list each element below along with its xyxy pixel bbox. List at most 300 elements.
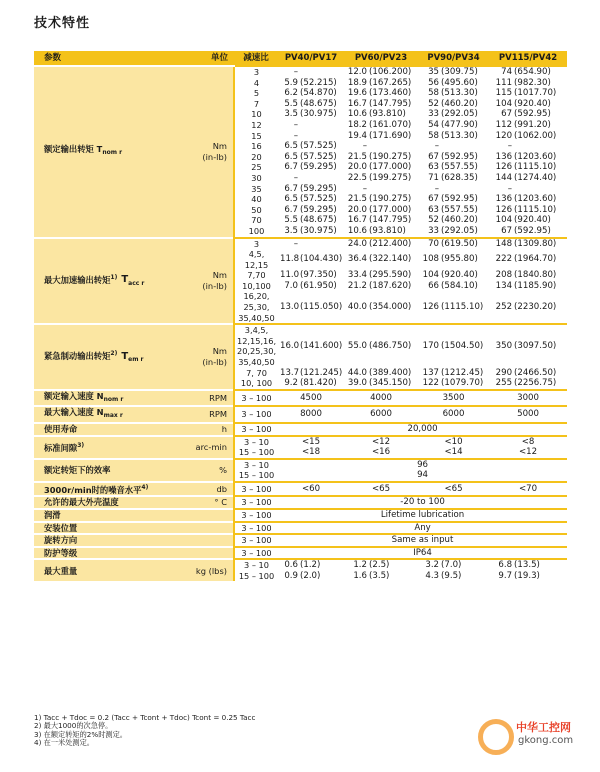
value-cell: 58 bbox=[428, 130, 440, 141]
ratio-cell: 3 bbox=[234, 238, 278, 250]
value-cell: 70 bbox=[418, 238, 440, 250]
value-imperial: (1079.70) bbox=[441, 378, 484, 389]
header-ratio: 减速比 bbox=[234, 51, 278, 66]
value-cell: 137 bbox=[422, 367, 440, 378]
value-imperial: (477.90) bbox=[441, 119, 478, 130]
unit-text: arc-min bbox=[195, 441, 227, 452]
value-imperial: (592.95) bbox=[514, 225, 551, 236]
ratio-cell: 4,5, 12,15 bbox=[234, 249, 278, 270]
param-label bbox=[34, 459, 154, 482]
ratio-cell: 7,70 bbox=[234, 270, 278, 281]
value-cell: 6.7 bbox=[284, 183, 298, 194]
param-unit bbox=[154, 496, 234, 509]
value-imperial bbox=[513, 184, 567, 195]
value-imperial: (57.525) bbox=[300, 141, 337, 152]
table-row bbox=[34, 496, 567, 509]
value-cell: 18.9 bbox=[347, 77, 368, 88]
value-cell: 19.6 bbox=[347, 88, 368, 99]
value-cell: 1.2 bbox=[344, 559, 368, 571]
value-imperial bbox=[299, 120, 344, 131]
param-unit bbox=[154, 238, 234, 325]
param-unit bbox=[154, 436, 234, 459]
ratio-cell: 35 bbox=[234, 184, 278, 195]
value-imperial: (19.3) bbox=[514, 570, 540, 581]
ratio-cell: 10, 100 bbox=[234, 378, 278, 390]
value-imperial bbox=[299, 173, 344, 184]
value-imperial: (3.5) bbox=[369, 570, 390, 581]
value-cell: 6.5 bbox=[284, 151, 298, 162]
value-imperial: (460.20) bbox=[441, 98, 478, 109]
value-cell: 24.0 bbox=[344, 238, 368, 250]
spec-table bbox=[34, 51, 567, 581]
value-imperial: (187.620) bbox=[369, 280, 412, 291]
value-imperial: (2256.75) bbox=[514, 378, 557, 389]
value-cell: 3.2 bbox=[418, 559, 440, 571]
value-cell: 18.2 bbox=[347, 119, 368, 130]
value-cell: 6.5 bbox=[284, 141, 298, 152]
ratio-cell: 3 – 10 bbox=[234, 559, 278, 571]
param-label bbox=[34, 238, 154, 325]
value-cell: – bbox=[278, 66, 299, 78]
value-imperial: (9.5) bbox=[441, 570, 462, 581]
value-cell: 3000 bbox=[489, 390, 567, 407]
value-cell: Same as input bbox=[278, 534, 567, 547]
ratio-cell: 15 – 100 bbox=[234, 447, 278, 459]
value-cell: IP64 bbox=[278, 547, 567, 560]
table-row bbox=[34, 238, 567, 250]
value-imperial: (199.275) bbox=[369, 172, 412, 183]
value-imperial: (57.525) bbox=[300, 151, 337, 162]
ratio-cell: 3 – 100 bbox=[234, 509, 278, 522]
value-imperial: (1115.10) bbox=[441, 302, 484, 313]
value-cell: 5000 bbox=[489, 406, 567, 423]
value-cell: 94 bbox=[417, 470, 428, 481]
value-imperial: (115.050) bbox=[300, 302, 343, 313]
value-imperial: (190.275) bbox=[369, 151, 412, 162]
value-imperial: (486.750) bbox=[368, 324, 418, 367]
ratio-cell: 3 – 100 bbox=[234, 406, 278, 423]
value-imperial: (30.975) bbox=[300, 225, 337, 236]
ratio-cell: 3,4,5, 12,15,16, 20,25,30, 35,40,50 bbox=[234, 324, 278, 367]
value-imperial: (309.75) bbox=[440, 66, 489, 78]
param-text: 最大输入速度 N bbox=[44, 407, 104, 418]
value-cell: 3.5 bbox=[284, 109, 298, 120]
value-imperial: (1.2) bbox=[299, 559, 344, 571]
value-cell: <12 bbox=[344, 436, 418, 448]
table-row bbox=[34, 522, 567, 535]
value-imperial: (177.000) bbox=[369, 204, 412, 215]
value-cell: 144 bbox=[495, 172, 513, 183]
unit-text: Nm bbox=[212, 270, 227, 281]
ratio-cell: 3 – 100 bbox=[234, 534, 278, 547]
value-cell: 126 bbox=[495, 162, 513, 173]
value-cell: – bbox=[362, 183, 368, 194]
watermark-title: 中华工控网 bbox=[516, 721, 571, 734]
value-cell: 252 bbox=[495, 302, 513, 313]
ratio-cell: 5 bbox=[234, 88, 278, 99]
value-cell: 40.0 bbox=[347, 302, 368, 313]
param-text: 额定输入速度 N bbox=[44, 390, 104, 401]
value-cell: 21.2 bbox=[347, 280, 368, 291]
param-text: 使用寿命 bbox=[44, 424, 78, 434]
unit-text: Nm bbox=[212, 141, 227, 152]
param-unit bbox=[154, 482, 234, 496]
value-cell: 120 bbox=[495, 130, 513, 141]
value-cell: 67 bbox=[428, 194, 440, 205]
value-cell: 20,000 bbox=[278, 423, 567, 436]
value-cell: 9.2 bbox=[284, 378, 298, 389]
value-imperial: (7.0) bbox=[440, 559, 489, 571]
value-cell: <10 bbox=[418, 436, 489, 448]
value-cell: 52 bbox=[428, 215, 440, 226]
value-cell: 12.0 bbox=[344, 66, 368, 78]
param-label bbox=[34, 559, 154, 581]
value-cell: <14 bbox=[444, 447, 463, 458]
value-imperial: (592.95) bbox=[441, 151, 478, 162]
value-cell: – bbox=[293, 130, 298, 141]
value-cell: 6.5 bbox=[284, 194, 298, 205]
value-cell: 115 bbox=[495, 88, 513, 99]
ratio-cell: 15 – 100 bbox=[234, 571, 278, 582]
value-cell: 126 bbox=[495, 204, 513, 215]
value-cell: 104 bbox=[495, 98, 513, 109]
table-row bbox=[34, 66, 567, 78]
unit-text: kg (lbs) bbox=[195, 565, 227, 576]
symbol-subscript: nom r bbox=[102, 149, 123, 157]
value-cell: 6.2 bbox=[284, 88, 298, 99]
value-cell: 5.5 bbox=[284, 215, 298, 226]
value-cell: 36.4 bbox=[347, 254, 368, 265]
ratio-cell: 3 – 100 bbox=[234, 522, 278, 535]
value-imperial: (955.80) bbox=[441, 254, 478, 265]
value-imperial: (292.05) bbox=[441, 225, 478, 236]
symbol-subscript: em r bbox=[128, 355, 144, 363]
value-imperial: (121.245) bbox=[300, 367, 343, 378]
table-row bbox=[34, 390, 567, 407]
value-cell: 112 bbox=[495, 119, 513, 130]
value-cell: 6000 bbox=[344, 406, 418, 423]
param-label bbox=[34, 496, 154, 509]
value-cell: – bbox=[434, 141, 440, 152]
param-text: 最大重量 bbox=[44, 565, 78, 576]
param-label bbox=[34, 534, 154, 547]
value-imperial: (52.215) bbox=[300, 77, 337, 88]
value-cell: 16.7 bbox=[347, 215, 368, 226]
value-imperial bbox=[299, 238, 344, 250]
value-cell: 44.0 bbox=[347, 367, 368, 378]
value-cell: 52 bbox=[428, 98, 440, 109]
value-cell: 39.0 bbox=[347, 378, 368, 389]
param-text: 润滑 bbox=[44, 509, 61, 520]
value-imperial: (2466.50) bbox=[514, 367, 557, 378]
symbol-subscript: acc r bbox=[128, 279, 145, 287]
param-label bbox=[34, 436, 154, 459]
value-cell: 255 bbox=[495, 378, 513, 389]
value-cell: 67 bbox=[501, 225, 513, 236]
value-imperial: (1203.60) bbox=[514, 151, 557, 162]
value-cell: 111 bbox=[495, 77, 513, 88]
value-cell: 21.5 bbox=[347, 194, 368, 205]
value-cell: – bbox=[293, 172, 298, 183]
value-cell: <8 bbox=[489, 436, 567, 448]
value-imperial bbox=[368, 141, 418, 152]
value-cell: 56 bbox=[428, 77, 440, 88]
unit-text: ° C bbox=[214, 497, 227, 508]
value-imperial: (30.975) bbox=[300, 109, 337, 120]
value-imperial: (592.95) bbox=[514, 109, 551, 120]
ratio-cell: 20 bbox=[234, 152, 278, 163]
value-imperial: (3097.50) bbox=[513, 324, 567, 367]
value-imperial: (1274.40) bbox=[514, 172, 557, 183]
value-imperial: (177.000) bbox=[369, 162, 412, 173]
value-imperial: (1203.60) bbox=[514, 194, 557, 205]
value-cell: Lifetime lubrication bbox=[278, 509, 567, 522]
value-cell: 6.7 bbox=[284, 204, 298, 215]
value-cell: 22.5 bbox=[347, 172, 368, 183]
unit-text: % bbox=[219, 465, 227, 476]
value-cell: 7.0 bbox=[284, 280, 298, 291]
param-label bbox=[34, 423, 154, 436]
footnote: 3) 在额定转矩的2%时测定。 bbox=[34, 729, 127, 739]
ratio-cell: 15 bbox=[234, 131, 278, 142]
value-cell: 20.0 bbox=[347, 204, 368, 215]
value-cell: 0.6 bbox=[278, 559, 299, 571]
footnote-ref: 3) bbox=[77, 442, 85, 449]
header-param: 参数 bbox=[34, 51, 154, 66]
value-imperial: (57.525) bbox=[300, 194, 337, 205]
value-imperial: (1840.80) bbox=[514, 270, 557, 281]
value-cell: <16 bbox=[371, 447, 391, 458]
footnote: 4) 在一米处测定。 bbox=[34, 737, 94, 747]
value-imperial: (147.795) bbox=[369, 215, 412, 226]
param-label bbox=[34, 482, 154, 496]
value-imperial: (654.90) bbox=[513, 66, 567, 78]
footnote-ref: 1) bbox=[110, 273, 118, 281]
ratio-cell: 30 bbox=[234, 173, 278, 184]
ratio-cell: 12 bbox=[234, 120, 278, 131]
table-row bbox=[34, 559, 567, 571]
param-label bbox=[34, 406, 154, 423]
ratio-cell: 15 – 100 bbox=[234, 470, 278, 482]
value-cell: 35 bbox=[418, 66, 440, 78]
page-title: 技术特性 bbox=[34, 16, 91, 31]
ratio-cell: 7, 70 bbox=[234, 368, 278, 379]
value-cell: 4000 bbox=[344, 390, 418, 407]
param-label bbox=[34, 324, 154, 390]
value-cell: 13.7 bbox=[280, 367, 299, 378]
header-model-2: PV60/PV23 bbox=[344, 51, 418, 66]
value-imperial: (920.40) bbox=[514, 98, 551, 109]
param-text: 额定转矩下的效率 bbox=[44, 465, 111, 476]
ratio-cell: 4 bbox=[234, 78, 278, 89]
value-imperial: (48.675) bbox=[300, 215, 337, 226]
value-imperial: (161.070) bbox=[369, 119, 412, 130]
value-cell: 11.0 bbox=[280, 270, 299, 281]
table-row bbox=[34, 534, 567, 547]
value-imperial: (495.60) bbox=[441, 77, 478, 88]
param-text: 旋转方向 bbox=[44, 535, 78, 546]
value-cell: – bbox=[434, 183, 440, 194]
value-imperial: (1115.10) bbox=[514, 162, 557, 173]
value-imperial: (292.05) bbox=[441, 109, 478, 120]
param-unit bbox=[154, 406, 234, 423]
param-text: 允许的最大外壳温度 bbox=[44, 497, 119, 508]
value-cell: 350 bbox=[489, 324, 513, 367]
value-cell: 11.8 bbox=[280, 254, 299, 265]
value-imperial: (167.265) bbox=[369, 77, 412, 88]
value-imperial: (345.150) bbox=[369, 378, 412, 389]
value-cell: 104 bbox=[422, 270, 440, 281]
value-imperial: (1115.10) bbox=[514, 204, 557, 215]
value-cell: – bbox=[507, 141, 513, 152]
value-cell: <18 bbox=[301, 447, 321, 458]
value-cell: 55.0 bbox=[344, 324, 368, 367]
value-cell: – bbox=[293, 119, 298, 130]
value-cell: 4500 bbox=[278, 390, 344, 407]
ratio-cell: 3 – 100 bbox=[234, 496, 278, 509]
value-imperial bbox=[299, 66, 344, 78]
value-imperial: (48.675) bbox=[300, 98, 337, 109]
value-cell: 8000 bbox=[278, 406, 344, 423]
unit-text: RPM bbox=[209, 392, 227, 403]
table-row bbox=[34, 423, 567, 436]
ratio-cell: 16 bbox=[234, 141, 278, 152]
value-imperial: (104.430) bbox=[300, 254, 343, 265]
gear-icon bbox=[478, 719, 514, 755]
value-cell: 33.4 bbox=[347, 270, 368, 281]
symbol: T bbox=[121, 350, 129, 362]
table-header bbox=[34, 51, 567, 66]
ratio-cell: 50 bbox=[234, 205, 278, 216]
value-imperial: (1964.70) bbox=[514, 254, 557, 265]
value-imperial: (354.000) bbox=[369, 302, 412, 313]
param-label bbox=[34, 509, 154, 522]
value-imperial: (173.460) bbox=[369, 88, 412, 99]
value-cell: 3.5 bbox=[284, 225, 298, 236]
unit-text: Nm bbox=[212, 346, 227, 357]
value-imperial: (59.295) bbox=[300, 204, 337, 215]
ratio-cell: 10,100 bbox=[234, 281, 278, 292]
value-imperial bbox=[440, 184, 489, 195]
value-cell: 222 bbox=[495, 254, 513, 265]
value-cell: 33 bbox=[428, 109, 440, 120]
value-cell: 16.0 bbox=[278, 324, 299, 367]
header-model-4: PV115/PV42 bbox=[489, 51, 567, 66]
table-row bbox=[34, 436, 567, 448]
value-cell: 5.9 bbox=[284, 77, 298, 88]
table-row bbox=[34, 547, 567, 560]
value-imperial: (147.795) bbox=[369, 98, 412, 109]
ratio-cell: 25 bbox=[234, 162, 278, 173]
value-imperial: (81.420) bbox=[300, 378, 337, 389]
value-cell: – bbox=[362, 141, 368, 152]
value-cell: 6.7 bbox=[284, 162, 298, 173]
value-cell: 67 bbox=[501, 109, 513, 120]
value-cell: <12 bbox=[518, 447, 538, 458]
ratio-cell: 3 – 100 bbox=[234, 547, 278, 560]
ratio-cell: 40 bbox=[234, 194, 278, 205]
param-text: 额定输出转矩 T bbox=[44, 144, 103, 155]
value-imperial: (1309.80) bbox=[513, 238, 567, 250]
table-row bbox=[34, 509, 567, 522]
value-imperial: (1504.50) bbox=[440, 324, 489, 367]
value-cell: 3500 bbox=[418, 390, 489, 407]
ratio-cell: 3 – 10 bbox=[234, 459, 278, 471]
value-cell: 58 bbox=[428, 88, 440, 99]
value-cell: 126 bbox=[422, 302, 440, 313]
value-imperial: (557.55) bbox=[441, 162, 478, 173]
param-text: 防护等级 bbox=[44, 547, 78, 558]
param-label bbox=[34, 390, 154, 407]
value-cell: <15 bbox=[278, 436, 344, 448]
value-imperial: (2230.20) bbox=[514, 302, 557, 313]
footnote-ref: 2) bbox=[110, 349, 118, 357]
value-imperial: (61.950) bbox=[300, 280, 337, 291]
table-row bbox=[34, 459, 567, 471]
param-unit bbox=[154, 559, 234, 581]
value-imperial: (628.35) bbox=[441, 172, 478, 183]
value-cell: 136 bbox=[495, 194, 513, 205]
value-cell: 136 bbox=[495, 151, 513, 162]
value-imperial: (141.600) bbox=[299, 324, 344, 367]
value-cell: Any bbox=[278, 522, 567, 535]
footnotes bbox=[34, 714, 255, 747]
ratio-cell: 7 bbox=[234, 99, 278, 110]
param-unit bbox=[154, 547, 234, 560]
param-label bbox=[34, 547, 154, 560]
value-cell: 6.8 bbox=[489, 559, 513, 571]
value-imperial: (212.400) bbox=[368, 238, 418, 250]
ratio-cell: 3 bbox=[234, 66, 278, 78]
value-imperial: (460.20) bbox=[441, 215, 478, 226]
param-text: 3000r/min时的噪音水平 bbox=[44, 484, 142, 495]
value-imperial: (513.30) bbox=[441, 130, 478, 141]
value-cell: 10.6 bbox=[347, 225, 368, 236]
value-cell: 74 bbox=[489, 66, 513, 78]
value-imperial: (97.350) bbox=[300, 270, 337, 281]
value-imperial: (619.50) bbox=[440, 238, 489, 250]
value-cell: 96 bbox=[278, 459, 567, 471]
value-imperial: (295.590) bbox=[369, 270, 412, 281]
table-row bbox=[34, 406, 567, 423]
value-cell: 13.0 bbox=[280, 302, 299, 313]
header-unit: 单位 bbox=[154, 51, 234, 66]
value-cell: 9.7 bbox=[498, 570, 513, 581]
value-imperial: (106.200) bbox=[368, 66, 418, 78]
param-text: 最大加速输出转矩 bbox=[44, 274, 111, 285]
symbol-subscript: max r bbox=[103, 412, 123, 420]
value-cell: 108 bbox=[422, 254, 440, 265]
value-cell: 208 bbox=[495, 270, 513, 281]
value-imperial bbox=[368, 184, 418, 195]
value-cell: 16.7 bbox=[347, 98, 368, 109]
param-text: 标准间隙 bbox=[44, 442, 78, 453]
value-imperial: (1062.00) bbox=[514, 130, 557, 141]
value-imperial: (322.140) bbox=[369, 254, 412, 265]
value-imperial: (54.870) bbox=[300, 88, 337, 99]
value-imperial: (2.5) bbox=[368, 559, 418, 571]
param-label bbox=[34, 522, 154, 535]
value-cell: -20 to 100 bbox=[278, 496, 567, 509]
param-unit bbox=[154, 522, 234, 535]
value-cell: <70 bbox=[489, 482, 567, 496]
unit-alt: (in-lb) bbox=[202, 357, 227, 368]
value-cell: 170 bbox=[418, 324, 440, 367]
value-imperial: (171.690) bbox=[369, 130, 412, 141]
value-imperial: (59.295) bbox=[300, 162, 337, 173]
unit-alt: (in-lb) bbox=[202, 151, 227, 162]
header-model-3: PV90/PV34 bbox=[418, 51, 489, 66]
